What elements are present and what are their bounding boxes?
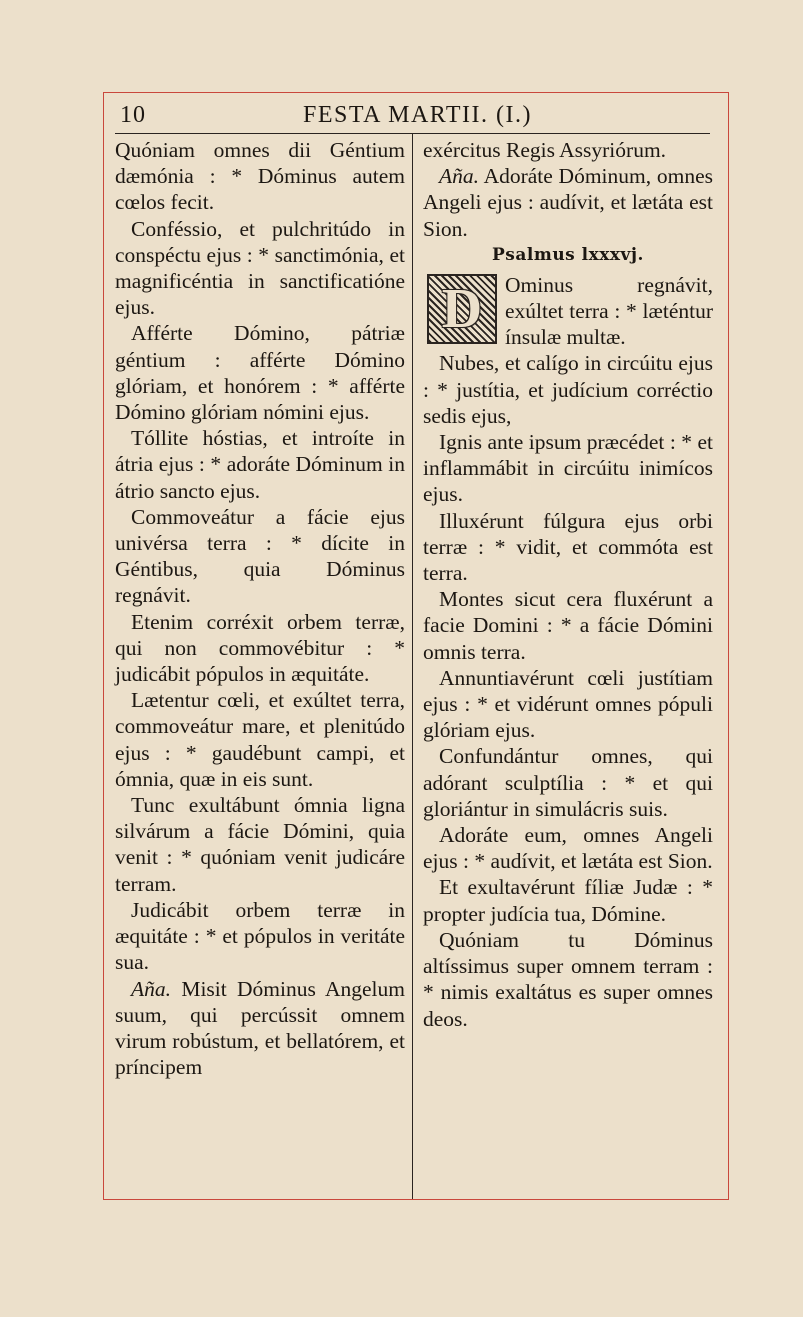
verse: Etenim corréxit orbem terræ, qui non commovébitur : * judicábit pópulos in æquitáte. — [115, 609, 405, 687]
psalm-opening — [423, 272, 713, 351]
verse: Lætentur cœli, et exúltet terra, commoveátur mare, et plenitúdo ejus : * gaudébunt campi, et ómnia, quæ in eis sunt. — [115, 688, 405, 791]
verse: Quóniam tu Dóminus altíssimus super omnem terram : * nimis exaltátus es super omnes deos. — [423, 927, 713, 1031]
verse: Illuxérunt fúlgura ejus orbi terræ : * vidit, et commóta est terra. — [423, 508, 713, 586]
verse: Afférte Dómino, pátriæ géntium : afférte Dómino glóriam, et honórem : * afférte Dómino glóriam nómini ejus. — [115, 321, 405, 425]
psalm-title: Psalmus lxxxvj. — [492, 244, 644, 265]
initial-letter: D — [441, 277, 483, 340]
verse: Confundántur omnes, qui adórant sculptília : * et qui gloriántur in simulácris suis. — [423, 744, 713, 821]
right-column — [423, 137, 713, 1032]
antiphon-text: Misit Dóminus Angelum suum, qui percússit omnem virum robústum, et bellatórem, et príncipem — [115, 976, 406, 1080]
top-red-rule — [103, 92, 729, 93]
antiphon — [115, 976, 405, 1081]
antiphon-label: Aña. — [439, 164, 480, 189]
psalm-first-verse: Ominus regnávit, exúltet terra : * læténtur ínsulæ multæ. — [505, 272, 713, 350]
verse: Montes sicut cera fluxérunt a facie Domini : * a fácie Dómini omnis terra. — [423, 587, 713, 664]
verse: Quóniam omnes dii Géntium dæmónia : * Dóminus autem cœlos fecit. — [115, 138, 405, 215]
running-head: FESTA MARTII. (I.) — [303, 102, 532, 128]
verse: Tunc exultábunt ómnia ligna silvárum a fácie Dómini, quia venit : * quóniam venit judicáre terram. — [115, 793, 405, 896]
antiphon-text: Adoráte Dóminum, omnes Angeli ejus : audívit, et lætáta est Sion. — [423, 164, 713, 241]
verse: Commoveátur a fácie ejus univérsa terra : * dícite in Géntibus, quia Dóminus regnávit. — [115, 504, 405, 608]
verse-continuation: exércitus Regis Assyriórum. — [423, 138, 667, 162]
verse: Ignis ante ipsum præcédet : * et inflammábit in circúitu inimícos ejus. — [423, 430, 713, 507]
verse: Judicábit orbem terræ in æquitáte : * et pópulos in veritáte sua. — [115, 897, 405, 975]
page-number: 10 — [120, 102, 146, 128]
antiphon — [423, 163, 713, 242]
antiphon-label: Aña. — [131, 976, 172, 1001]
verse: Conféssio, et pulchritúdo in conspéctu ejus : * sanctimónia, et magnificéntia in sanctificatióne ejus. — [115, 216, 405, 320]
verse: Et exultavérunt fíliæ Judæ : * propter judícia tua, Dómine. — [423, 875, 713, 926]
verse: Nubes, et calígo in circúitu ejus : * justítia, et judícium corréctio sedis ejus, — [423, 351, 713, 428]
verse: Annuntiavérunt cœli justítiam ejus : * et vidérunt omnes pópuli glóriam ejus. — [423, 665, 713, 743]
column-divider — [412, 134, 413, 1199]
page-header — [115, 98, 710, 130]
verse: Adoráte eum, omnes Angeli ejus : * audívit, et lætáta est Sion. — [423, 823, 713, 874]
bottom-red-rule — [103, 1199, 729, 1200]
verse: Tóllite hóstias, et introíte in átria ejus : * adoráte Dóminum in átrio sancto ejus. — [115, 426, 405, 503]
left-column — [115, 137, 405, 1080]
ornamental-initial-icon — [427, 274, 497, 344]
